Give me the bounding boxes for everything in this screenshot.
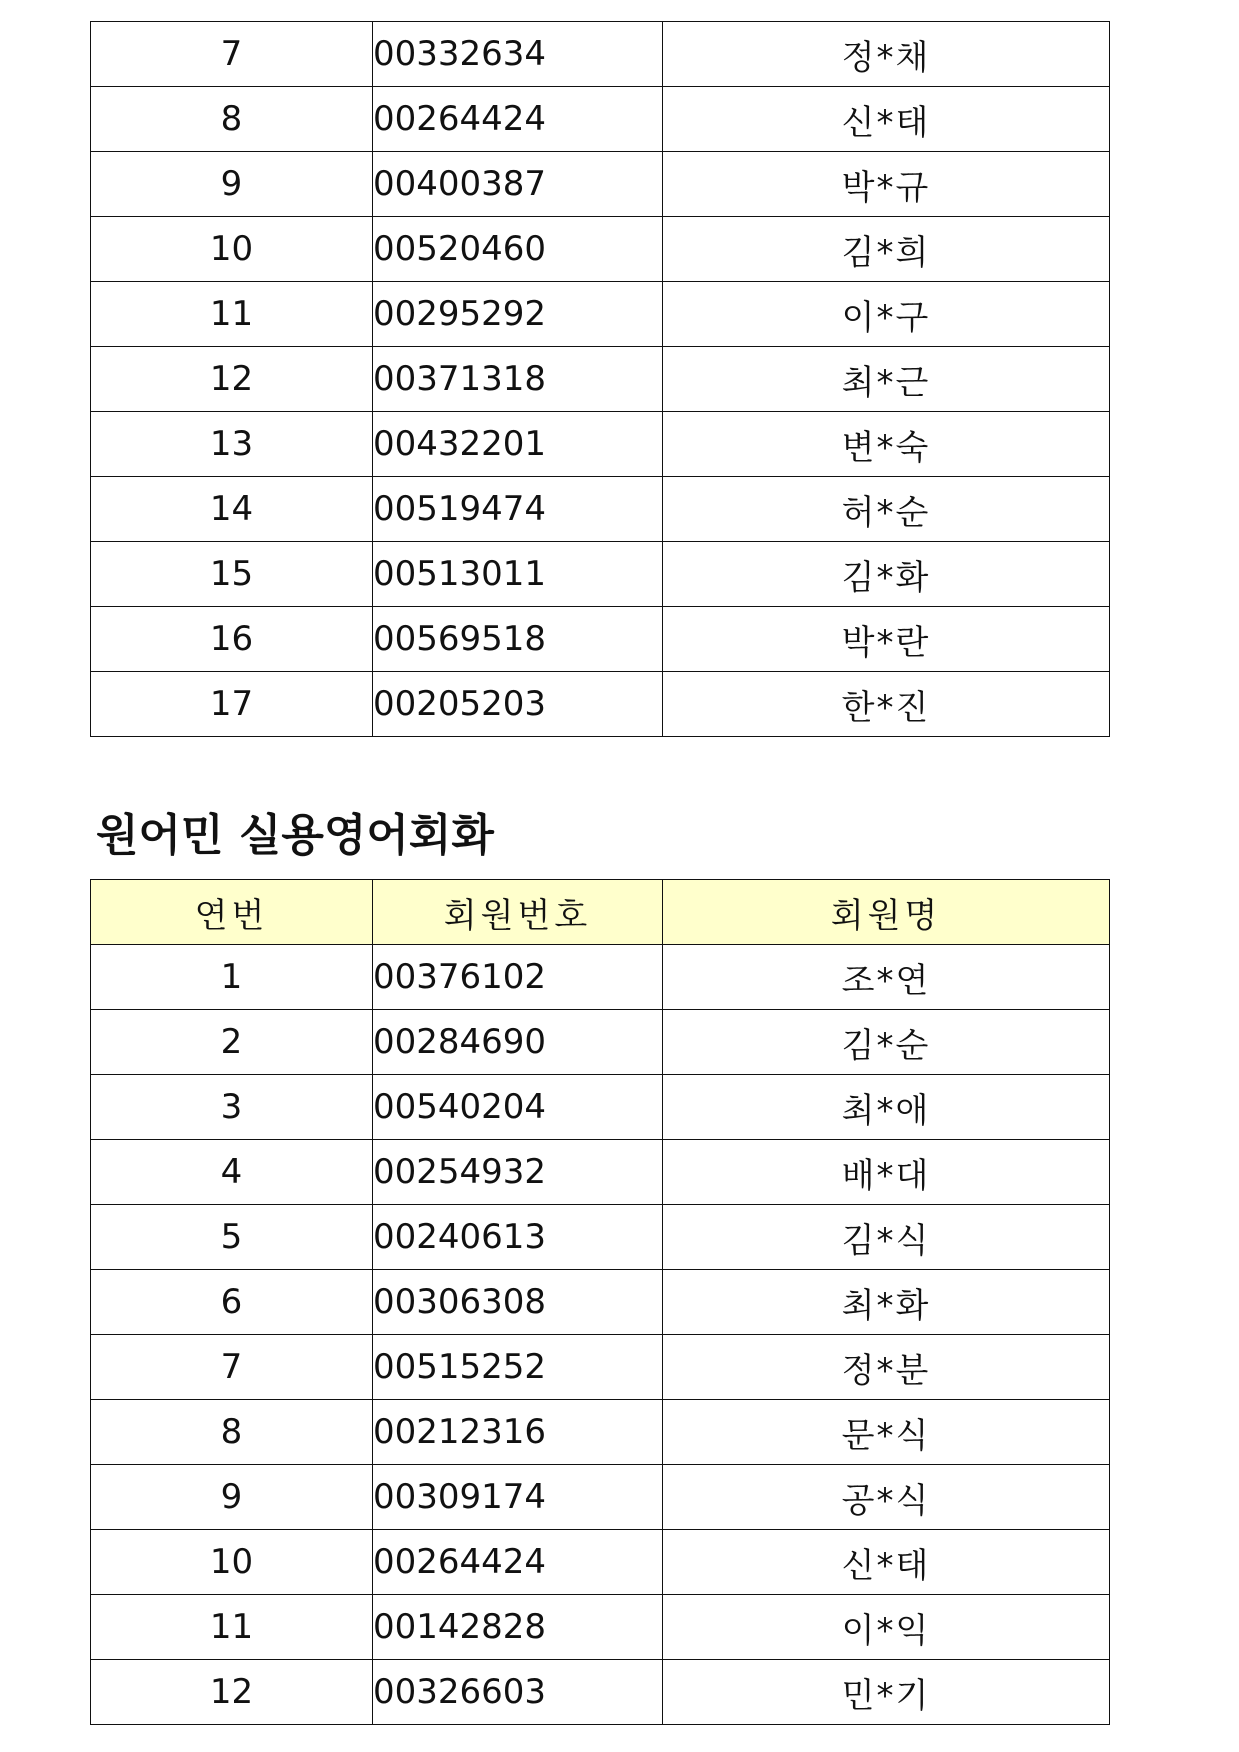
cell-member-id: 00432201 xyxy=(373,412,663,477)
cell-member-id: 00332634 xyxy=(373,22,663,87)
cell-serial-number: 10 xyxy=(91,1530,373,1595)
table-row xyxy=(91,1335,1110,1400)
roster-table-body xyxy=(91,945,1110,1725)
table-row xyxy=(91,347,1110,412)
cell-member-name: 한*진 xyxy=(663,672,1110,737)
roster-table-continued xyxy=(90,21,1110,737)
cell-member-name: 신*태 xyxy=(663,87,1110,152)
cell-member-id: 00306308 xyxy=(373,1270,663,1335)
cell-serial-number: 7 xyxy=(91,1335,373,1400)
cell-serial-number: 9 xyxy=(91,152,373,217)
cell-serial-number: 11 xyxy=(91,282,373,347)
cell-member-name: 김*희 xyxy=(663,217,1110,282)
table-row xyxy=(91,87,1110,152)
cell-serial-number: 13 xyxy=(91,412,373,477)
cell-member-id: 00400387 xyxy=(373,152,663,217)
cell-member-id: 00569518 xyxy=(373,607,663,672)
table-row xyxy=(91,542,1110,607)
cell-serial-number: 8 xyxy=(91,1400,373,1465)
header-row xyxy=(91,880,1110,945)
table-row xyxy=(91,672,1110,737)
cell-serial-number: 8 xyxy=(91,87,373,152)
table-row xyxy=(91,282,1110,347)
cell-serial-number: 14 xyxy=(91,477,373,542)
cell-member-name: 변*숙 xyxy=(663,412,1110,477)
cell-member-name: 정*분 xyxy=(663,1335,1110,1400)
cell-serial-number: 16 xyxy=(91,607,373,672)
cell-member-name: 공*식 xyxy=(663,1465,1110,1530)
cell-serial-number: 11 xyxy=(91,1595,373,1660)
cell-serial-number: 17 xyxy=(91,672,373,737)
cell-member-id: 00376102 xyxy=(373,945,663,1010)
cell-serial-number: 15 xyxy=(91,542,373,607)
cell-member-id: 00264424 xyxy=(373,87,663,152)
table-row xyxy=(91,1530,1110,1595)
cell-member-id: 00295292 xyxy=(373,282,663,347)
cell-member-name: 이*익 xyxy=(663,1595,1110,1660)
table-row xyxy=(91,152,1110,217)
cell-member-name: 김*순 xyxy=(663,1010,1110,1075)
cell-serial-number: 3 xyxy=(91,1075,373,1140)
table-row xyxy=(91,1465,1110,1530)
cell-member-name: 박*규 xyxy=(663,152,1110,217)
roster-table-native-english xyxy=(90,879,1110,1725)
cell-member-id: 00240613 xyxy=(373,1205,663,1270)
cell-member-id: 00515252 xyxy=(373,1335,663,1400)
cell-serial-number: 9 xyxy=(91,1465,373,1530)
table-row xyxy=(91,1660,1110,1725)
table-row xyxy=(91,22,1110,87)
cell-member-name: 최*화 xyxy=(663,1270,1110,1335)
cell-member-name: 정*채 xyxy=(663,22,1110,87)
cell-serial-number: 12 xyxy=(91,347,373,412)
cell-member-name: 조*연 xyxy=(663,945,1110,1010)
cell-member-name: 김*식 xyxy=(663,1205,1110,1270)
cell-member-name: 박*란 xyxy=(663,607,1110,672)
cell-serial-number: 10 xyxy=(91,217,373,282)
cell-member-id: 00264424 xyxy=(373,1530,663,1595)
cell-member-id: 00205203 xyxy=(373,672,663,737)
cell-member-id: 00142828 xyxy=(373,1595,663,1660)
cell-member-id: 00540204 xyxy=(373,1075,663,1140)
cell-member-id: 00254932 xyxy=(373,1140,663,1205)
cell-member-name: 문*식 xyxy=(663,1400,1110,1465)
cell-serial-number: 6 xyxy=(91,1270,373,1335)
cell-member-id: 00371318 xyxy=(373,347,663,412)
cell-serial-number: 5 xyxy=(91,1205,373,1270)
cell-member-id: 00519474 xyxy=(373,477,663,542)
table-row xyxy=(91,217,1110,282)
header-serial-number: 연번 xyxy=(91,880,373,945)
cell-member-name: 김*화 xyxy=(663,542,1110,607)
table-row xyxy=(91,477,1110,542)
cell-serial-number: 7 xyxy=(91,22,373,87)
cell-member-name: 최*근 xyxy=(663,347,1110,412)
cell-member-id: 00284690 xyxy=(373,1010,663,1075)
cell-member-id: 00513011 xyxy=(373,542,663,607)
cell-member-name: 허*순 xyxy=(663,477,1110,542)
cell-member-name: 최*애 xyxy=(663,1075,1110,1140)
roster-table-body xyxy=(91,22,1110,737)
cell-member-id: 00309174 xyxy=(373,1465,663,1530)
cell-serial-number: 4 xyxy=(91,1140,373,1205)
table-header xyxy=(91,880,1110,945)
table-row xyxy=(91,1010,1110,1075)
cell-serial-number: 1 xyxy=(91,945,373,1010)
table-row xyxy=(91,1400,1110,1465)
table-row xyxy=(91,1140,1110,1205)
cell-member-name: 배*대 xyxy=(663,1140,1110,1205)
table-row xyxy=(91,1270,1110,1335)
table-row xyxy=(91,412,1110,477)
header-member-name: 회원명 xyxy=(663,880,1110,945)
cell-member-name: 민*기 xyxy=(663,1660,1110,1725)
cell-serial-number: 2 xyxy=(91,1010,373,1075)
cell-member-id: 00212316 xyxy=(373,1400,663,1465)
table-row xyxy=(91,1075,1110,1140)
section-title: 원어민 실용영어회화 xyxy=(96,810,494,861)
table-row xyxy=(91,1595,1110,1660)
cell-member-id: 00520460 xyxy=(373,217,663,282)
table-row xyxy=(91,607,1110,672)
cell-member-name: 이*구 xyxy=(663,282,1110,347)
header-member-id: 회원번호 xyxy=(373,880,663,945)
table-row xyxy=(91,945,1110,1010)
cell-member-id: 00326603 xyxy=(373,1660,663,1725)
cell-member-name: 신*태 xyxy=(663,1530,1110,1595)
table-row xyxy=(91,1205,1110,1270)
cell-serial-number: 12 xyxy=(91,1660,373,1725)
